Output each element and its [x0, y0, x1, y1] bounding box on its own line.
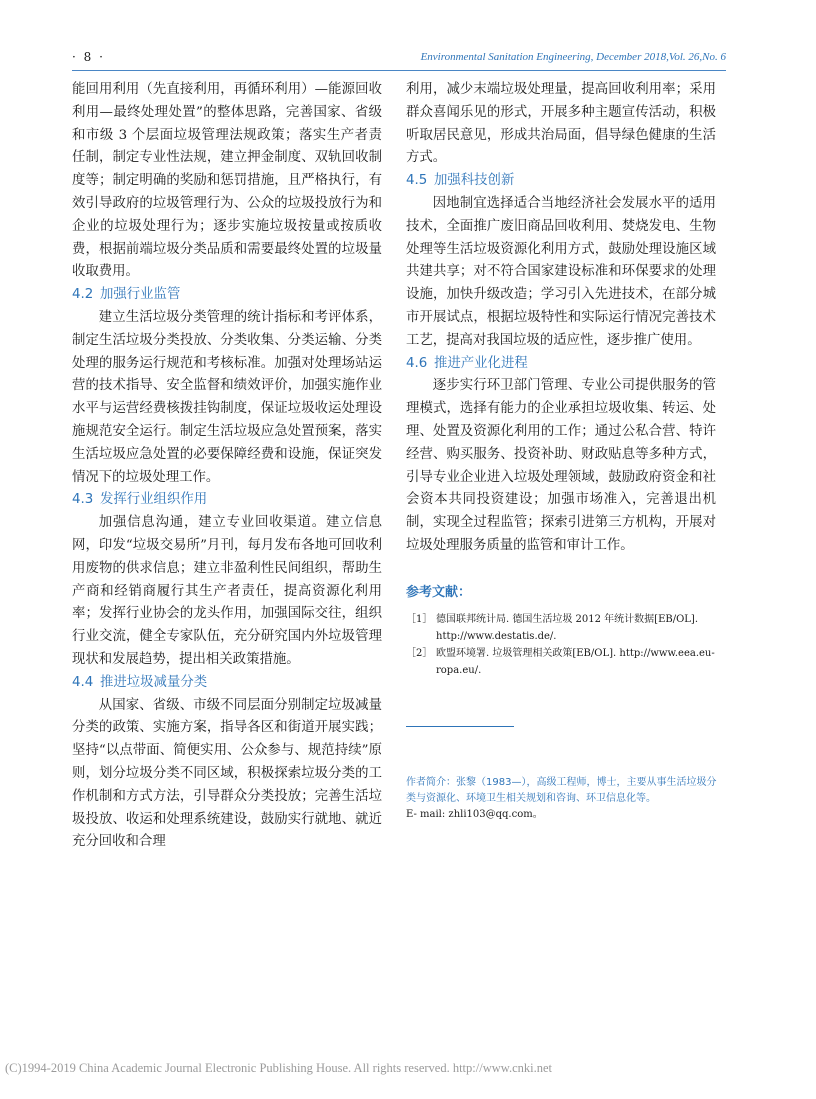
section-title: 发挥行业组织作用: [100, 492, 208, 508]
footnote-divider: [406, 726, 514, 727]
page-number: · 8 ·: [72, 50, 105, 64]
reference-text: 德国联邦统计局. 德国生活垃圾 2012 年统计数据[EB/OL]. http://www.destatis.de/.: [436, 613, 699, 642]
left-column: [72, 79, 382, 854]
right-column: [406, 79, 716, 679]
reference-number: ［2］: [406, 647, 433, 659]
section-paragraph-4-2: 建立生活垃圾分类管理的统计指标和考评体系，制定生活垃圾分类投放、分类收集、分类运输、分类处理的服务运行规范和考核标准。加强对处理场站运营的技术指导、安全监督和绩效评价，加强实施作业水平与运营经费核拨挂钩制度，保证垃圾收运处理设施规范安全运行。制定生活垃圾应急处置预案，落实生活垃圾应急处置的必要保障经费和设施，保证突发情况下的垃圾处理工作。: [72, 309, 382, 485]
section-number: 4.5: [406, 173, 428, 189]
section-heading-4-3: [72, 489, 382, 512]
reference-item: [406, 611, 716, 645]
section-paragraph-4-4: 从国家、省级、市级不同层面分别制定垃圾减量分类的政策、实施方案，指导各区和街道开展实践；坚持“以点带面、简便实用、公众参与、规范持续”原则，划分垃圾分类不同区域，积极探索垃圾分类的工作机制和方式方法，引导群众分类投放；完善生活垃圾投放、收运和处理系统建设，鼓励实行就地、就近充分回收和合理: [72, 697, 382, 850]
reference-text: 欧盟环境署. 垃圾管理相关政策[EB/OL]. http://www.eea.eu-ropa.eu/.: [436, 647, 715, 676]
author-bio: 作者简介：张黎（1983—），高级工程师，博士，主要从事生活垃圾分类与资源化、环境卫生相关规划和咨询、环卫信息化等。: [406, 777, 717, 804]
author-note: [406, 775, 718, 823]
section-number: 4.4: [72, 674, 94, 690]
copyright-watermark: (C)1994-2019 China Academic Journal Electronic Publishing House. All rights reserved. http://www.cnki.net: [5, 1061, 553, 1075]
section-number: 4.3: [72, 492, 94, 508]
section-heading-4-5: [406, 170, 716, 193]
journal-header: Environmental Sanitation Engineering, December 2018,Vol. 26,No. 6: [420, 51, 726, 63]
section-title: 加强行业监管: [100, 287, 181, 303]
section-number: 4.2: [72, 287, 94, 303]
header-divider: [72, 70, 726, 71]
section-number: 4.6: [406, 355, 428, 371]
references-title: 参考文献：: [406, 584, 472, 600]
continuation-paragraph: 利用，减少末端垃圾处理量，提高回收利用率；采用群众喜闻乐见的形式，开展多种主题宣传活动，积极听取居民意见，形成共治局面，倡导绿色健康的生活方式。: [406, 82, 716, 166]
references-list: [406, 611, 716, 679]
section-paragraph-4-5: 因地制宜选择适合当地经济社会发展水平的适用技术，全面推广废旧商品回收利用、焚烧发电、生物处理等生活垃圾资源化利用方式，鼓励处理设施区域共建共享；对不符合国家建设标准和环保要求的处理设施，加快升级改造；学习引入先进技术，在部分城市开展试点，根据垃圾特性和实际运行情况完善技术工艺，提高对我国垃圾的适应性，逐步推广使用。: [406, 195, 716, 348]
section-paragraph-4-3: 加强信息沟通，建立专业回收渠道。建立信息网，印发“垃圾交易所”月刊，每月发布各地可回收利用废物的供求信息；建立非盈利性民间组织，帮助生产商和经销商履行其生产者责任，提高资源化利用率；发挥行业协会的龙头作用，加强国际交往，组织行业交流，健全专家队伍，充分研究国内外垃圾管理现状和发展趋势，提出相关政策措施。: [72, 515, 382, 667]
reference-number: ［1］: [406, 613, 433, 625]
section-title: 推进产业化进程: [434, 355, 528, 371]
section-heading-4-2: [72, 284, 382, 307]
author-email: E- mail: zhli103@qq.com。: [406, 809, 543, 820]
section-paragraph-4-6: 逐步实行环卫部门管理、专业公司提供服务的管理模式，选择有能力的企业承担垃圾收集、转运、处理、处置及资源化利用的工作；通过公私合营、特许经营、购买服务、投资补助、财政贴息等多种方式，引导专业企业进入垃圾处理领域，鼓励政府资金和社会资本共同投资建设；加强市场准入，完善退出机制，实现全过程监管；探索引进第三方机构，开展对垃圾处理服务质量的监管和审计工作。: [406, 378, 716, 553]
reference-item: [406, 645, 716, 679]
section-heading-4-4: [72, 672, 382, 695]
section-title: 加强科技创新: [434, 173, 515, 189]
section-heading-4-6: [406, 353, 716, 376]
intro-paragraph: 能回用利用（先直接利用，再循环利用）—能源回收利用—最终处理处置”的整体思路，完善国家、省级和市级 3 个层面垃圾管理法规政策；落实生产者责任制，制定专业性法规，建立押金制度、双轨回收制度等；制定明确的奖励和惩罚措施，且严格执行，有效引导政府的垃圾管理行为、公众的垃圾投放行为和企业的垃圾处理行为；逐步实施垃圾按量或按质收费，根据前端垃圾分类品质和需要最终处置的垃圾量收取费用。: [72, 82, 382, 280]
section-title: 推进垃圾减量分类: [100, 674, 208, 690]
